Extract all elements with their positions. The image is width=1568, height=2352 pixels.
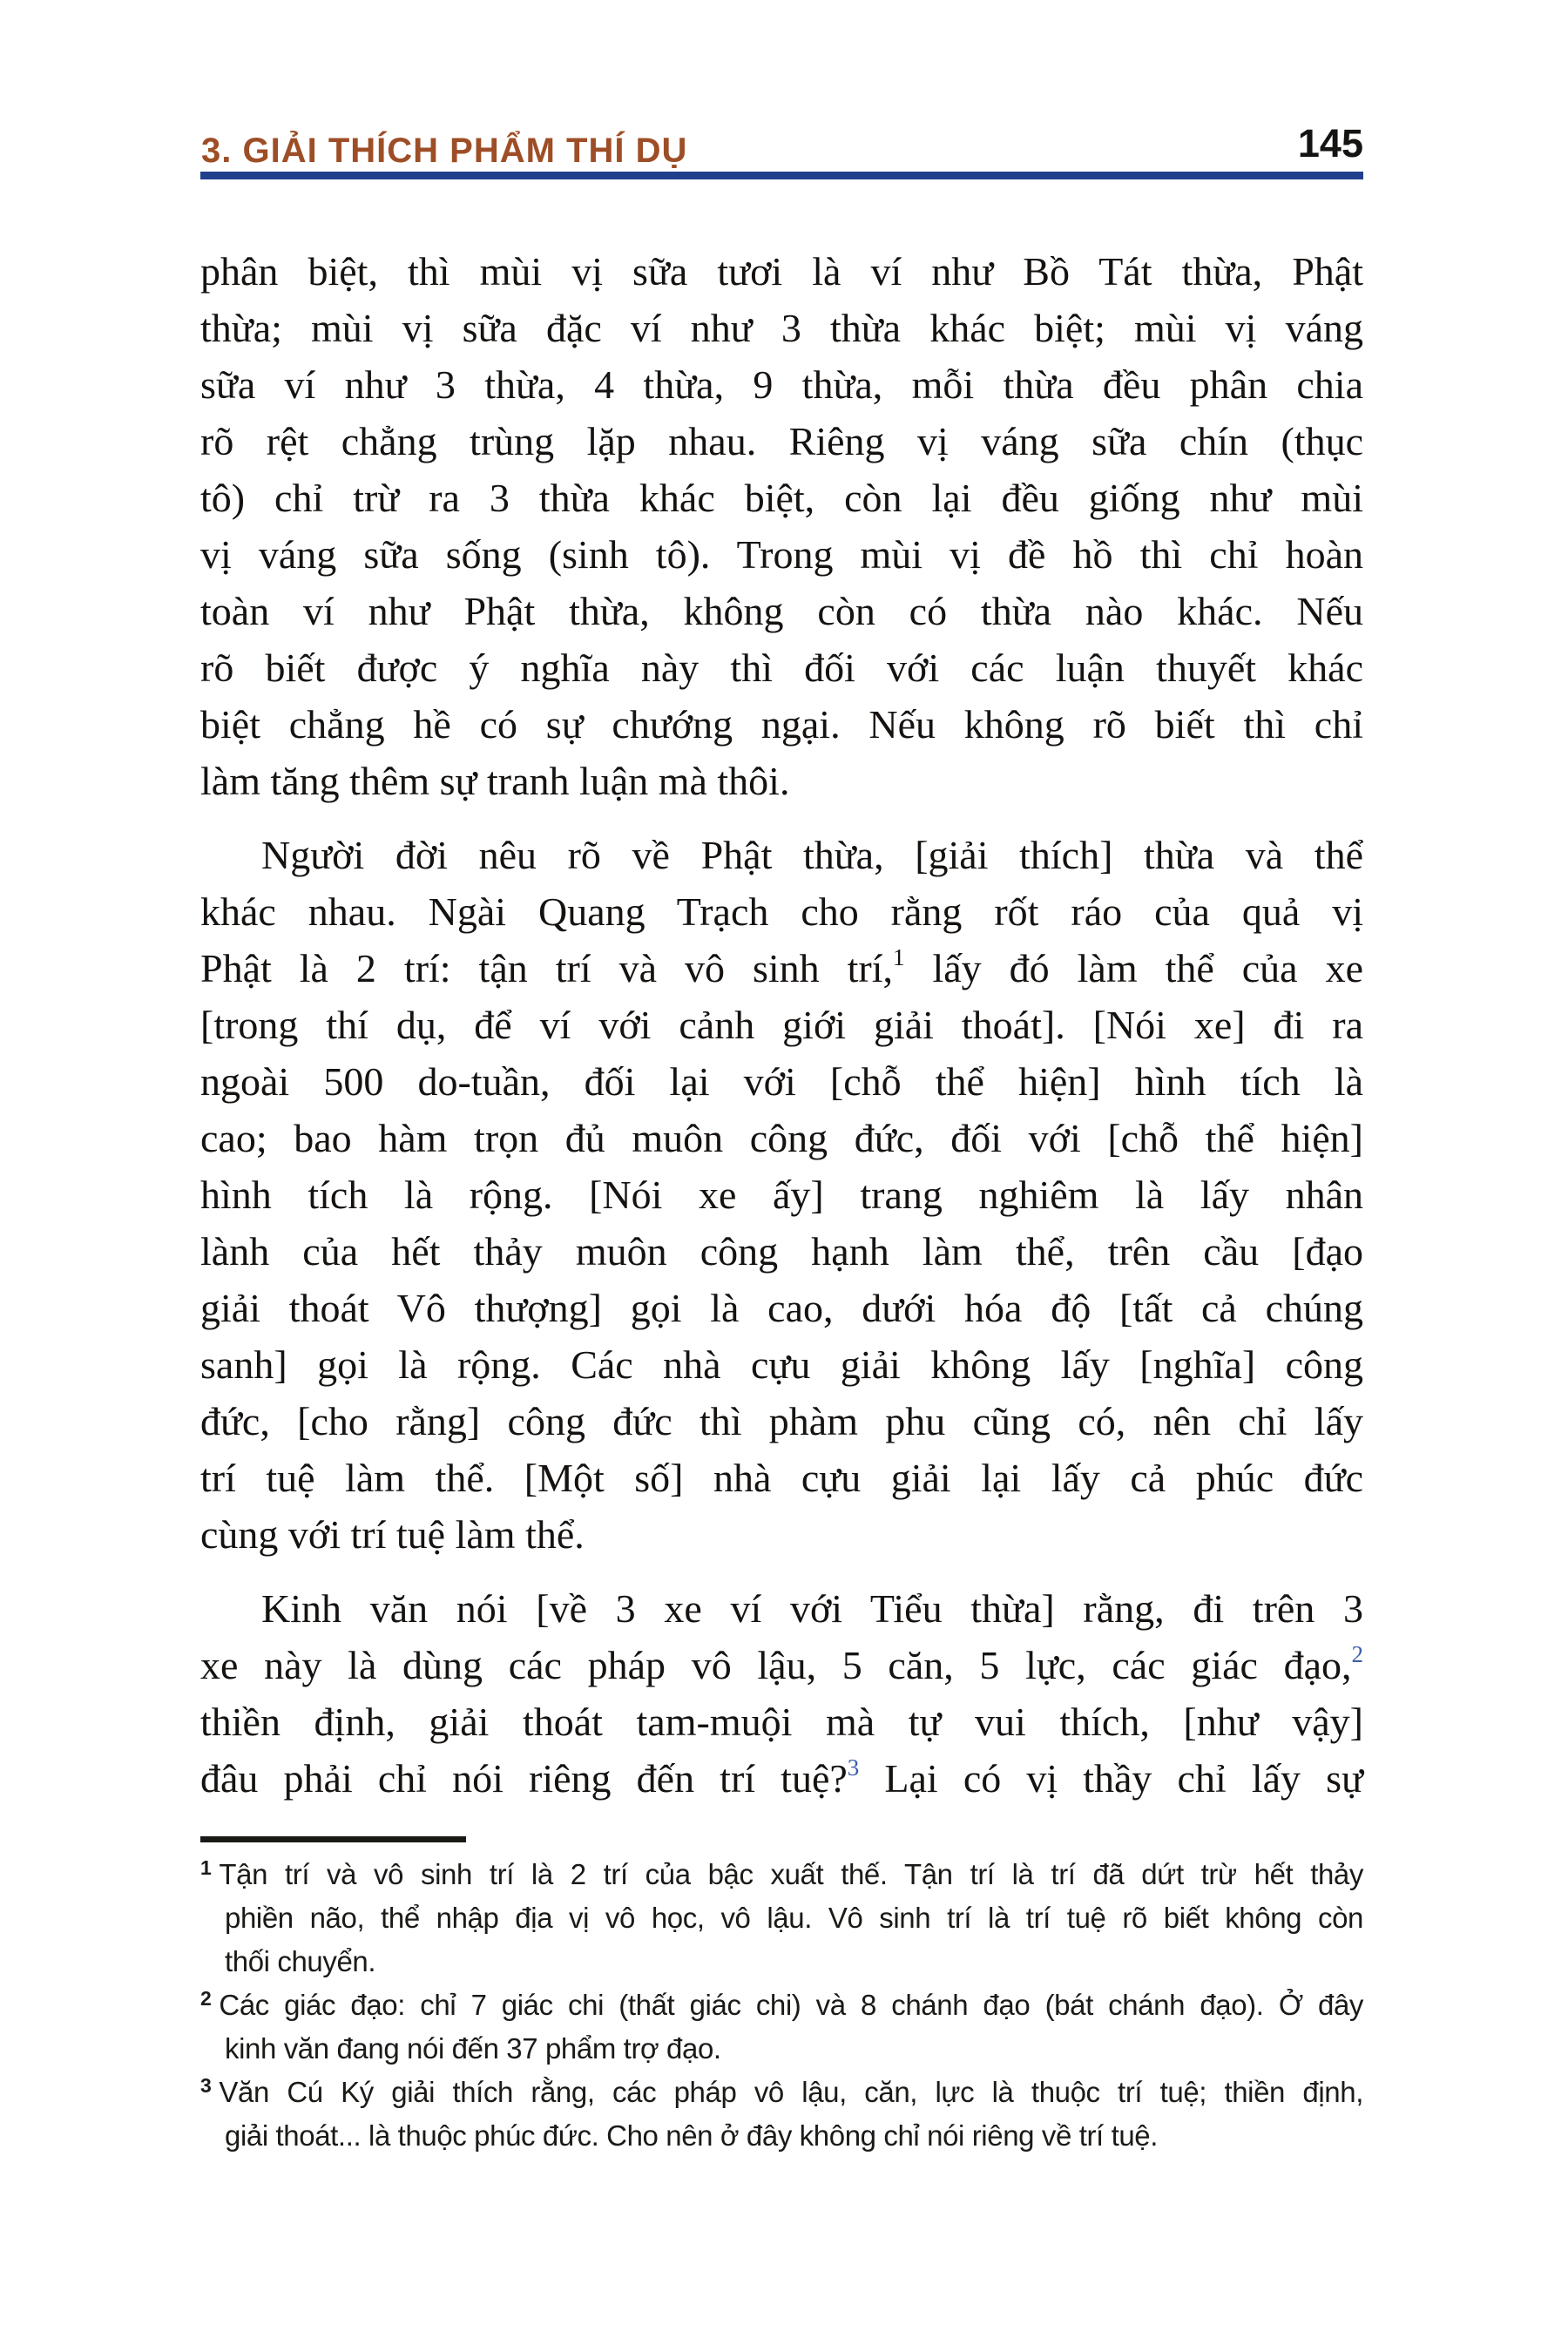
text-line: khác nhau. Ngài Quang Trạch cho rằng rốt ráo của quả vị bbox=[200, 889, 1363, 934]
text-line: Người đời nêu rõ về Phật thừa, [giải thích] thừa và thể bbox=[261, 833, 1363, 877]
text-line: xe này là dùng các pháp vô lậu, 5 căn, 5 lực, các giác đạo,$^2$ bbox=[200, 1641, 1363, 1687]
page-number: 145 bbox=[1297, 121, 1363, 166]
text-line: sữa ví như 3 thừa, 4 thừa, 9 thừa, mỗi thừa đều phân chia bbox=[200, 362, 1363, 407]
text-line: ngoài 500 do-tuần, đối lại với [chỗ thể hiện] hình tích là bbox=[200, 1059, 1363, 1104]
text-line: sanh] gọi là rộng. Các nhà cựu giải không lấy [nghĩa] công bbox=[200, 1342, 1363, 1387]
footnote-line: giải thoát... là thuộc phúc đức. Cho nên ở đây không chỉ nói riêng về trí tuệ. bbox=[225, 2119, 1159, 2152]
footnote-marker-3: 3 bbox=[200, 2074, 212, 2097]
text-line: [trong thí dụ, để ví với cảnh giới giải thoát]. [Nói xe] đi ra bbox=[200, 1003, 1363, 1047]
text-line: trí tuệ làm thể. [Một số] nhà cựu giải lại lấy cả phúc đức bbox=[200, 1456, 1363, 1500]
text-line: rõ rệt chẳng trùng lặp nhau. Riêng vị váng sữa chín (thục bbox=[200, 419, 1363, 463]
footnote-item-1 bbox=[200, 1853, 1363, 1984]
footnote-ref-1[interactable]: 1 bbox=[893, 944, 905, 970]
text-line: rõ biết được ý nghĩa này thì đối với các luận thuyết khác bbox=[200, 645, 1363, 690]
paragraph-2 bbox=[200, 827, 1363, 1563]
running-header-title: 3. GIẢI THÍCH PHẨM THÍ DỤ bbox=[201, 132, 688, 170]
text-line: giải thoát Vô thượng] gọi là cao, dưới hóa độ [tất cả chúng bbox=[200, 1286, 1363, 1330]
text-line: cùng với trí tuệ làm thể. bbox=[200, 1512, 585, 1557]
text-line: toàn ví như Phật thừa, không còn có thừa nào khác. Nếu bbox=[200, 589, 1363, 633]
text-line: phân biệt, thì mùi vị sữa tươi là ví như Bồ Tát thừa, Phật bbox=[200, 249, 1363, 294]
footnote-item-2 bbox=[200, 1984, 1363, 2071]
footnote-marker-1: 1 bbox=[200, 1856, 212, 1879]
text-line: Phật là 2 trí: tận trí và vô sinh trí,$^1$ lấy đó làm thể của xe bbox=[200, 944, 1363, 990]
text-line: biệt chẳng hề có sự chướng ngại. Nếu không rõ biết thì chỉ bbox=[200, 702, 1363, 747]
body-text bbox=[200, 243, 1363, 1807]
text-line: đâu phải chỉ nói riêng đến trí tuệ?$^3$ Lại có vị thầy chỉ lấy sự bbox=[200, 1754, 1363, 1801]
paragraph-1 bbox=[200, 243, 1363, 809]
text-line: đức, [cho rằng] công đức thì phàm phu cũng có, nên chỉ lấy bbox=[200, 1399, 1363, 1443]
text-line: hình tích là rộng. [Nói xe ấy] trang nghiêm là lấy nhân bbox=[200, 1173, 1363, 1217]
footnote-marker-2: 2 bbox=[200, 1987, 212, 2010]
footnote-line: $^1$ Tận trí và vô sinh trí là 2 trí của bậc xuất thế. Tận trí là trí đã dứt trừ hết thảy bbox=[200, 1856, 1363, 1890]
text-line: thừa; mùi vị sữa đặc ví như 3 thừa khác biệt; mùi vị váng bbox=[200, 306, 1363, 350]
footnote-ref-2[interactable]: 2 bbox=[1351, 1641, 1363, 1667]
footnote-line: phiền não, thể nhập địa vị vô học, vô lậu. Vô sinh trí là trí tuệ rõ biết không còn bbox=[225, 1902, 1363, 1934]
footnote-ref-3[interactable]: 3 bbox=[847, 1754, 860, 1781]
paragraph-3 bbox=[200, 1580, 1363, 1807]
footnote-line: $^3$ Văn Cú Ký giải thích rằng, các pháp vô lậu, căn, lực là thuộc trí tuệ; thiền định, bbox=[200, 2074, 1363, 2108]
footnote-line: $^2$ Các giác đạo: chỉ 7 giác chi (thất giác chi) và 8 chánh đạo (bát chánh đạo). Ở đây bbox=[200, 1987, 1363, 2021]
footnote-line: kinh văn đang nói đến 37 phẩm trợ đạo. bbox=[225, 2032, 721, 2065]
text-line: thiền định, giải thoát tam-muội mà tự vui thích, [như vậy] bbox=[200, 1700, 1363, 1744]
text-line: làm tăng thêm sự tranh luận mà thôi. bbox=[200, 759, 790, 803]
footnote-item-3 bbox=[200, 2071, 1363, 2158]
text-line: vị váng sữa sống (sinh tô). Trong mùi vị đề hồ thì chỉ hoàn bbox=[200, 532, 1363, 577]
text-line: Kinh văn nói [về 3 xe ví với Tiểu thừa] rằng, đi trên 3 bbox=[261, 1586, 1363, 1631]
footnote-line: thối chuyển. bbox=[225, 1945, 376, 1977]
text-line: lành của hết thảy muôn công hạnh làm thể, trên cầu [đạo bbox=[200, 1229, 1363, 1274]
header-rule bbox=[200, 172, 1363, 179]
text-line: cao; bao hàm trọn đủ muôn công đức, đối với [chỗ thể hiện] bbox=[200, 1116, 1363, 1160]
text-line: tô) chỉ trừ ra 3 thừa khác biệt, còn lại đều giống như mùi bbox=[200, 476, 1363, 520]
footnote-separator bbox=[200, 1836, 466, 1842]
footnotes-section bbox=[200, 1853, 1363, 2158]
